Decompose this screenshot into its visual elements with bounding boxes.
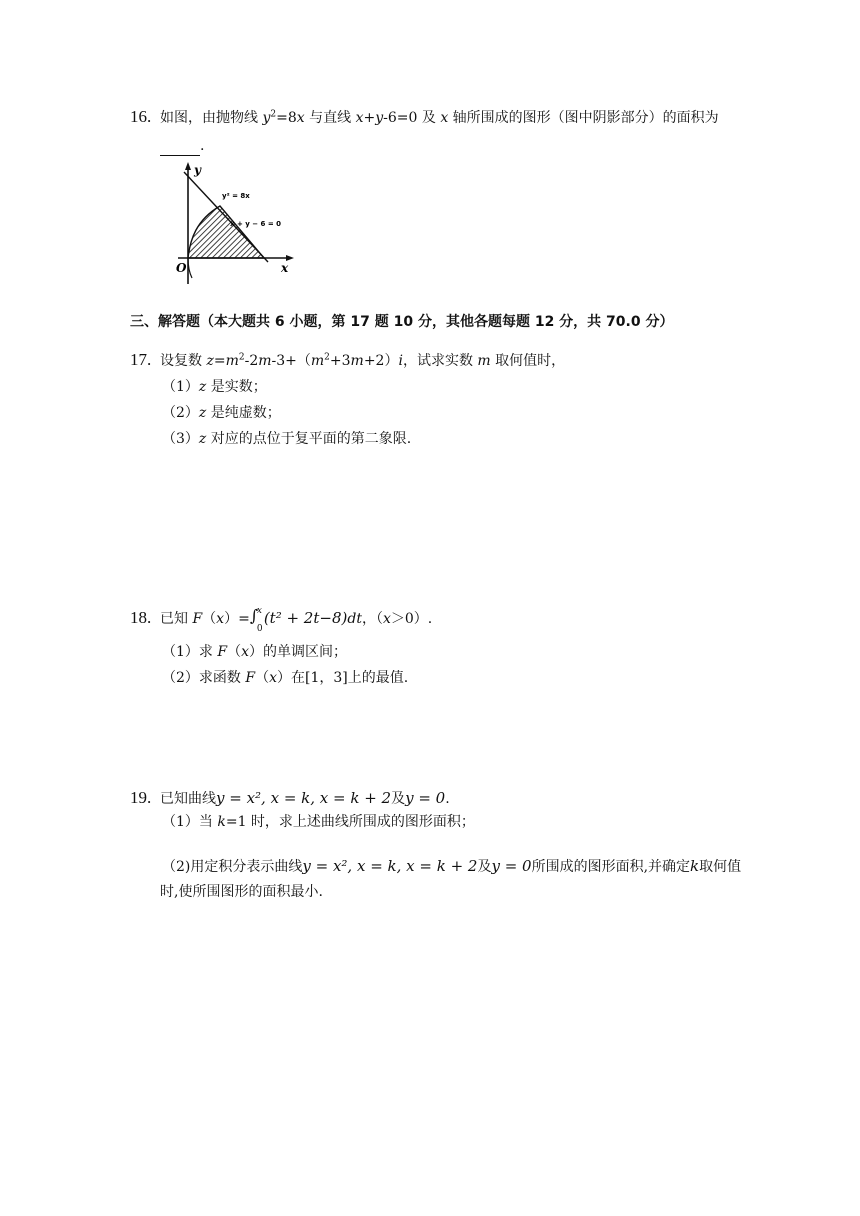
integral-upper: x: [256, 606, 262, 616]
q17-text: 是实数；: [206, 379, 267, 395]
q19-text: （2)用定积分表示曲线: [162, 859, 303, 875]
q17-exp: 2: [324, 352, 330, 363]
q19-math-curves: y = x², x = k, x = k + 2: [302, 857, 478, 875]
q17-var-m: m: [258, 353, 272, 369]
q18-text: ＞0）.: [390, 611, 433, 627]
q17-var-z: z: [206, 353, 214, 369]
q16-var-x: x: [355, 110, 364, 126]
q17-sub-marker: （3）: [162, 431, 199, 447]
q18-var-x: x: [382, 611, 391, 627]
q19-math-curves: y = x², x = k, x = k + 2: [216, 789, 392, 807]
q18-text: 已知: [160, 611, 193, 627]
integral-symbol: ∫: [249, 606, 259, 625]
q16-figure: [168, 160, 298, 288]
q18-integrand: (t² + 2t−8): [263, 609, 348, 627]
q18-text: （2）求函数: [162, 670, 246, 686]
q17-text: 设复数: [160, 353, 207, 369]
integral-sign: [249, 606, 264, 634]
q19-text: （1）当: [162, 814, 218, 830]
q16-text: 与直线: [304, 110, 356, 126]
q19-text: =1 时，求上述曲线所围成的图形面积；: [225, 814, 475, 830]
q17-var-m: m: [477, 353, 491, 369]
q19-text: 及: [477, 859, 492, 875]
q19-text: 所围成的图形面积,并确定: [531, 859, 691, 875]
q19-sub1: [162, 812, 475, 832]
q19-text: 及: [391, 791, 406, 807]
q18-text: （: [202, 611, 217, 627]
q18-sub2: [162, 668, 408, 688]
q17-sub-marker: （1）: [162, 379, 199, 395]
y-axis-arrow-icon: [185, 162, 191, 170]
q19-math-y0: y = 0: [491, 857, 532, 875]
q17-var-m: m: [350, 353, 364, 369]
q17-exp: 2: [238, 352, 245, 363]
q18-text: （: [255, 670, 270, 686]
q18-dt: dt: [347, 611, 362, 627]
q17-text: 取何值时，: [490, 353, 566, 369]
q17-var-z: z: [198, 431, 207, 447]
q19-math-y0: y = 0: [405, 789, 446, 807]
q16-var-y: y: [262, 110, 271, 126]
q18-var-F: F: [217, 644, 228, 660]
q17-text: 是纯虚数；: [206, 405, 281, 421]
q19-text: .: [445, 791, 450, 807]
q17-var-m: m: [310, 353, 325, 369]
q17-text: +3: [329, 353, 351, 369]
x-axis-label: x: [281, 261, 289, 275]
q19-sub2-line1: [162, 856, 741, 877]
q19-text: 已知曲线: [160, 791, 216, 807]
q19-sub2-line2: 时,使所围图形的面积最小.: [160, 884, 323, 900]
q17-sub3: [162, 429, 411, 449]
q16-text: +: [363, 110, 376, 126]
q18-text: ，（: [361, 611, 383, 627]
q18-var-F: F: [245, 670, 256, 686]
q18-var-x: x: [269, 670, 277, 686]
q18-text: ）=: [224, 611, 250, 627]
q17-text: 对应的点位于复平面的第二象限.: [206, 431, 412, 447]
q17-text: +2）: [363, 353, 399, 369]
q16-stem-line2: [160, 136, 204, 156]
q18-text: ）的单调区间；: [248, 644, 347, 660]
q16-stem-line1: [160, 108, 719, 128]
q16-text: 轴所围成的图形（图中阴影部分）的面积为: [448, 110, 719, 126]
q16-var-x: x: [296, 110, 305, 126]
q17-text: =: [213, 353, 226, 369]
q18-var-x: x: [216, 611, 225, 627]
q16-text: -6=0 及: [383, 110, 441, 126]
q19-text: 取何值: [699, 859, 742, 875]
q17-text: -3+（: [271, 353, 311, 369]
q17-sub-marker: （2）: [162, 405, 199, 421]
q18-var-F: F: [192, 611, 203, 627]
q16-number: 16.: [130, 107, 152, 126]
q17-var-z: z: [198, 405, 207, 421]
q16-text: 如图，由抛物线: [160, 110, 263, 126]
q16-text: =8: [276, 110, 297, 126]
q17-text: -2: [244, 353, 259, 369]
q19-var-k: k: [217, 814, 226, 830]
answer-blank: [160, 141, 200, 156]
q17-var-z: z: [198, 379, 207, 395]
q17-sub2: [162, 403, 281, 423]
q19-stem: [160, 788, 450, 809]
shaded-region: [188, 206, 264, 258]
line-label: x + y − 6 = 0: [230, 220, 282, 228]
q17-text: ，试求实数: [402, 353, 478, 369]
q19-math-k: k: [690, 857, 700, 875]
q17-var-m: m: [225, 353, 239, 369]
q18-text: （1）求: [162, 644, 218, 660]
q16-exp: 2: [270, 109, 277, 120]
y-axis-label: y: [194, 163, 201, 177]
q18-stem: [160, 606, 433, 634]
q17-number: 17.: [130, 350, 152, 369]
q18-var-x: x: [241, 644, 249, 660]
integral-lower: 0: [256, 624, 263, 634]
q18-text: （: [227, 644, 242, 660]
q17-var-i: i: [398, 353, 403, 369]
q16-var-x: x: [440, 110, 449, 126]
q16-var-y: y: [375, 110, 384, 126]
q18-sub1: [162, 642, 347, 662]
q19-number: 19.: [130, 788, 152, 807]
q17-stem: [160, 351, 565, 371]
q17-sub1: [162, 377, 267, 397]
q18-number: 18.: [130, 608, 152, 627]
origin-label: O: [176, 261, 187, 275]
curve-label: y² = 8x: [222, 192, 250, 200]
section-heading: 三、解答题（本大题共 6 小题，第 17 题 10 分，其他各题每题 12 分，共 70.0 分）: [130, 314, 674, 330]
q18-text: ）在[1，3]上的最值.: [276, 670, 409, 686]
q16-period: .: [200, 138, 205, 154]
